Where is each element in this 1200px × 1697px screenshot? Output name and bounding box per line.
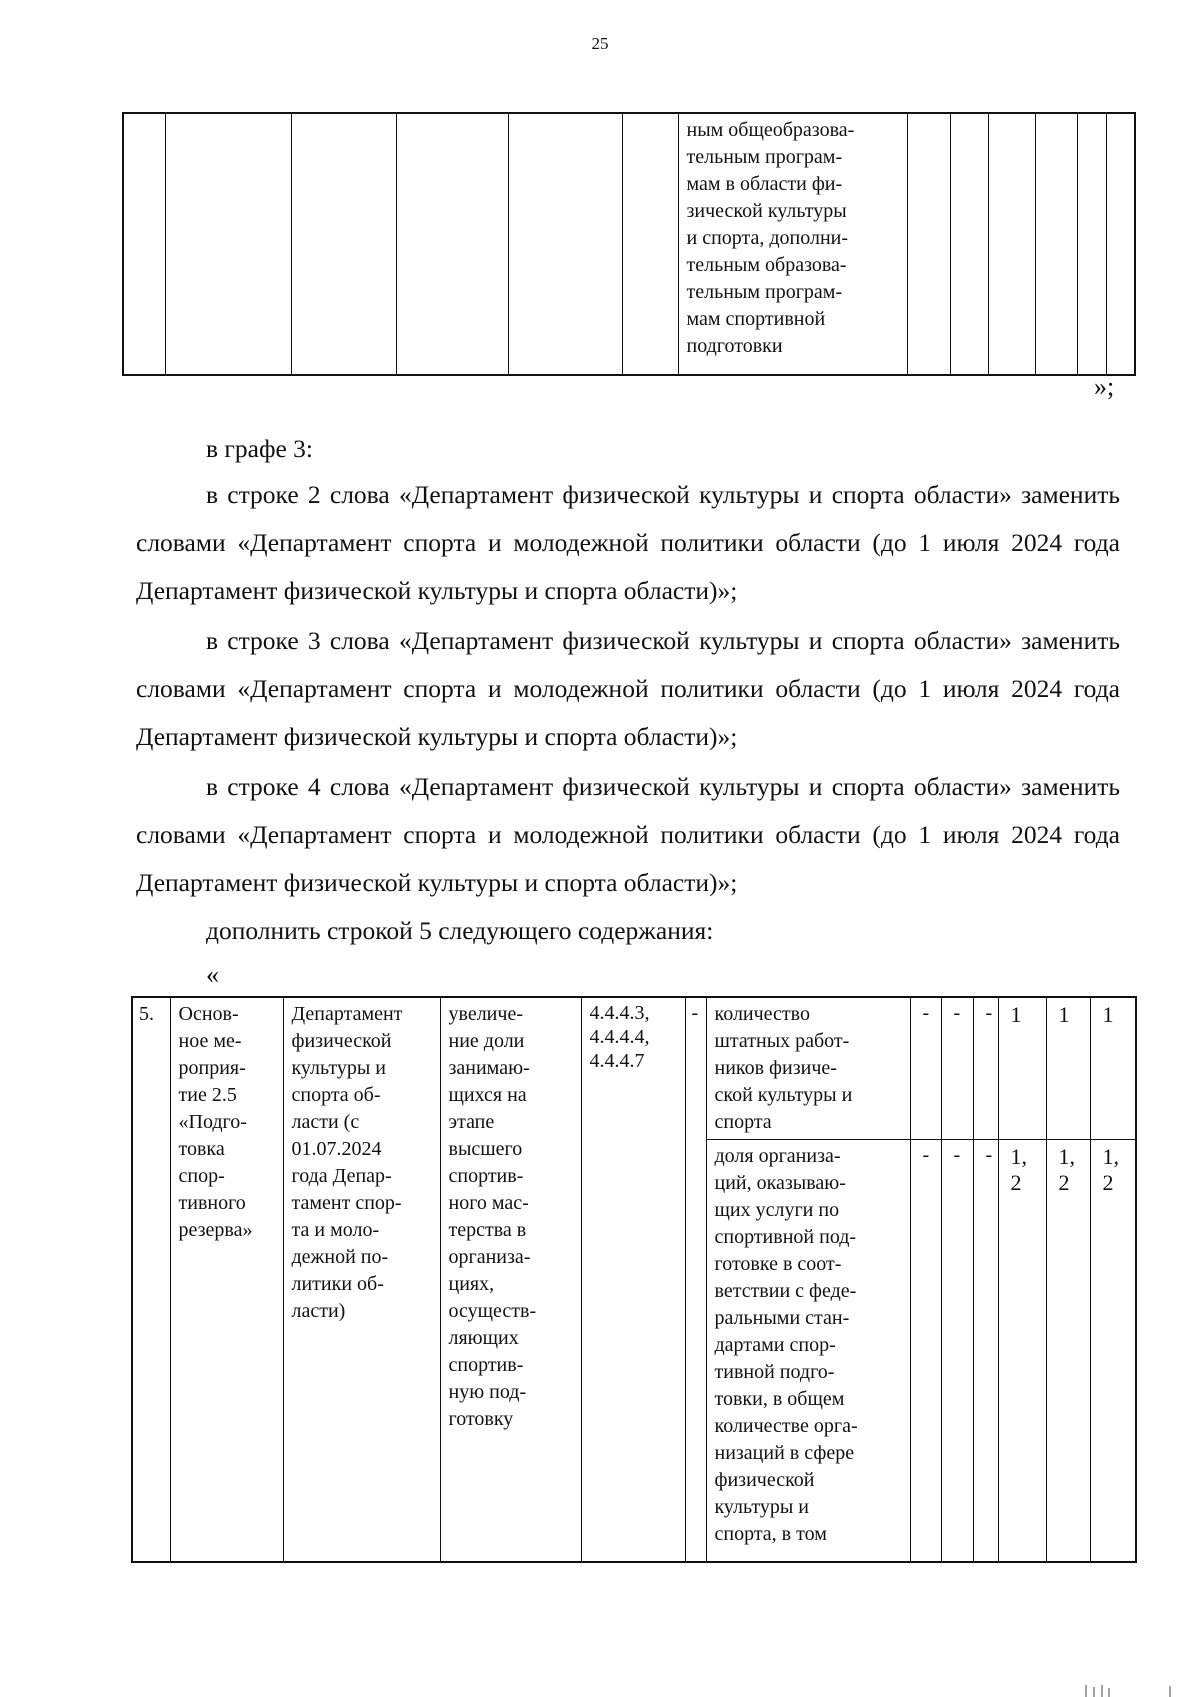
scan-marks xyxy=(1082,1682,1182,1697)
paragraph-add-row-5: дополнить строкой 5 следующего содержания: xyxy=(206,916,714,945)
paragraph-row-4: в строке 4 слова «Департамент физической культуры и спорта области» заменить словами «Департамент спорта и молодежной политики области (до 1 июля 2024 года Департамент физической культуры и спорта области)»; xyxy=(136,772,1120,897)
indicator-1-value: 1 xyxy=(1102,1002,1114,1027)
row-5-table xyxy=(131,996,1137,1563)
indicator-1-value: - xyxy=(922,1002,930,1024)
indicator-1: количество штатных работ- ников физиче- ской культуры и спорта xyxy=(714,1003,853,1133)
page-number: 25 xyxy=(591,34,609,53)
indicator-1-value: - xyxy=(985,1002,993,1024)
paragraph-row-2: в строке 2 слова «Департамент физической культуры и спорта области» заменить словами «Департамент спорта и молодежной политики области (до 1 июля 2024 года Департамент физической культуры и спорта области)»; xyxy=(136,480,1120,605)
indicator-2-value: 1, 2 xyxy=(1010,1144,1027,1195)
indicator-2-value: - xyxy=(953,1144,961,1166)
indicator-2-value: - xyxy=(922,1144,930,1166)
codes-cell: 4.4.4.3, 4.4.4.4, 4.4.4.7 xyxy=(589,1002,650,1072)
indicator-1-value: - xyxy=(953,1002,961,1024)
indicator-1-value: 1 xyxy=(1010,1002,1022,1027)
indicator-text-continued: ным общеобразова- тельным програм- мам в области фи- зической культуры и спорта, дополни- тельным образова- тельным програм- мам спортивной подготовки xyxy=(686,119,855,357)
result-cell: увеличе- ние доли занимаю- щихся на этапе высшего спортив- ного мас- терства в организа- циях, осуществ- ляющих спортив- ную под- готовку xyxy=(448,1003,537,1430)
closing-quote: »; xyxy=(1094,372,1115,401)
continued-table xyxy=(122,112,1136,376)
indicator-2: доля организа- ций, оказываю- щих услуги по спортивной под- готовке в соот- ветствии с феде- ральными стан- дартами спор- тивной подго- товки, в общем количестве орга- низаций в сфере физической культуры и спорта, в том xyxy=(714,1145,858,1545)
dash-cell: - xyxy=(691,1002,699,1024)
measure-cell: Основ- ное ме- роприя- тие 2.5 «Подго- товка спор- тивного резерва» xyxy=(178,1003,253,1241)
indicator-2-value: 1, 2 xyxy=(1058,1144,1075,1195)
paragraph-row-3: в строке 3 слова «Департамент физической культуры и спорта области» заменить словами «Департамент спорта и молодежной политики области (до 1 июля 2024 года Департамент физической культуры и спорта области)»; xyxy=(136,626,1120,751)
row-number: 5. xyxy=(139,1003,154,1025)
paragraph-column-3: в графе 3: xyxy=(206,434,313,463)
executor-cell: Департамент физической культуры и спорта об- ласти (с 01.07.2024 года Депар- тамент спор- та и моло- дежной по- литики об- ласти) xyxy=(291,1003,403,1322)
opening-quote: « xyxy=(206,960,219,989)
indicator-2-value: - xyxy=(985,1144,993,1166)
indicator-1-value: 1 xyxy=(1058,1002,1070,1027)
indicator-2-value: 1, 2 xyxy=(1102,1144,1119,1195)
